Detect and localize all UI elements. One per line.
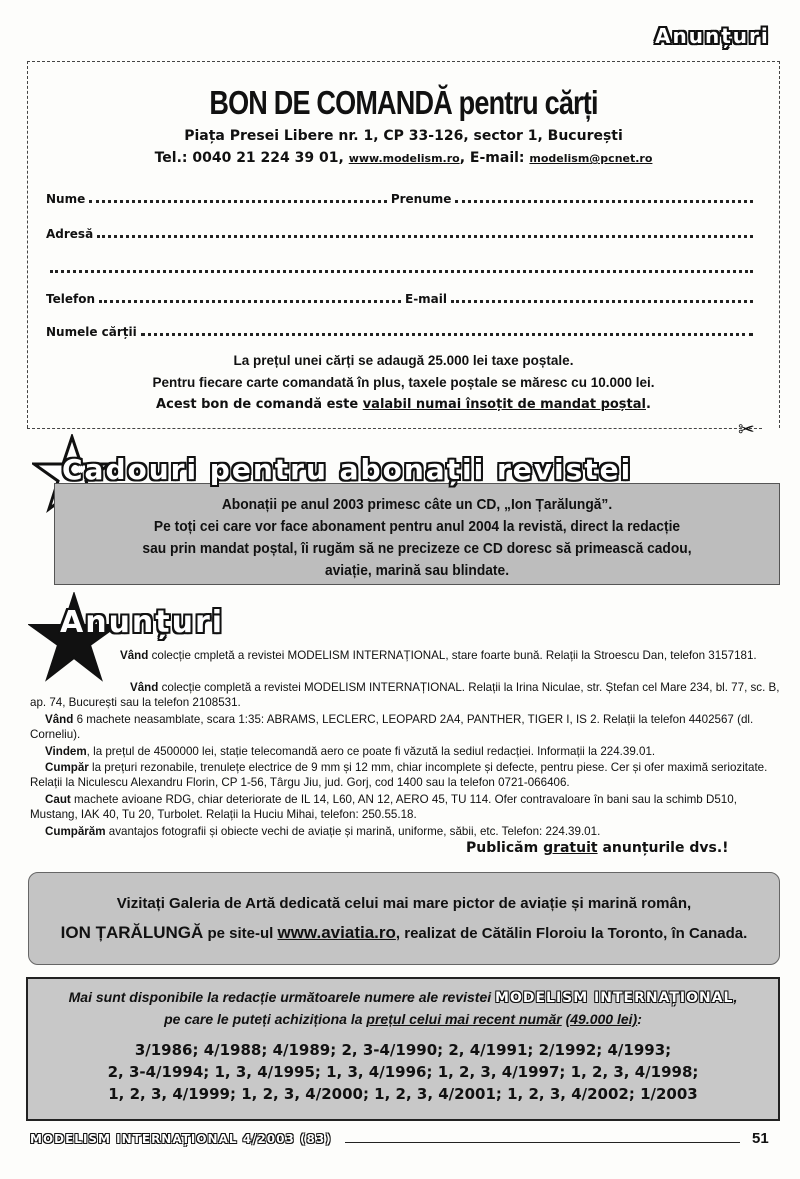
telefon-label: Telefon xyxy=(46,292,95,306)
ad-item: Vând colecție cmpletă a revistei MODELISM INTERNAȚIONAL, stare foarte bună. Relații la Stroescu Dan, telefon 3157181. xyxy=(120,649,757,662)
phone-row xyxy=(46,288,757,306)
ad-item: Caut machete avioane RDG, chiar deteriorate de IL 14, L60, AN 12, AERO 45, TU 114. Ofer contravaloare în bani sau la schimb D510, Mustang, IAK 40, Tu 20, Turbolet. Relații la Huciu Mihai, telefon: 250.55.18. xyxy=(30,793,737,821)
order-note-3 xyxy=(28,397,779,412)
email-field-label: E-mail xyxy=(405,292,448,306)
back-issues-box xyxy=(26,977,780,1121)
gift-box xyxy=(54,483,780,585)
order-note-1: La prețul unei cărți se adaugă 25.000 lei taxe poștale. xyxy=(233,353,574,368)
book-name-field[interactable] xyxy=(141,333,753,336)
page-number: 51 xyxy=(752,1130,769,1147)
footer-rule xyxy=(345,1142,740,1143)
name-row xyxy=(46,188,757,206)
gallery-site-link[interactable]: www.aviatia.ro xyxy=(277,923,396,942)
footer-magazine: MODELISM INTERNAȚIONAL 4/2003 (83) xyxy=(30,1132,332,1146)
prenume-label: Prenume xyxy=(390,192,452,206)
issues-line-1: Mai sunt disponibile la redacție următoarele numere ale revistei MODELISM INTERNAȚIONAL, xyxy=(68,989,738,1006)
nume-label: Nume xyxy=(46,192,86,206)
book-name-label: Numele cărții xyxy=(46,325,137,339)
gift-line-2: Pe toți cei care vor face abonament pentru anul 2004 la revistă, direct la redacție xyxy=(153,518,681,535)
ads-title: Anunțuri xyxy=(60,605,225,640)
cut-line xyxy=(27,428,762,429)
nume-field[interactable] xyxy=(89,200,387,203)
order-title: BON DE COMANDĂ pentru cărți xyxy=(209,84,598,121)
book-row xyxy=(46,321,757,339)
gallery-line-1: Vizitați Galeria de Artă dedicată celui mai mare pictor de aviație și marină român, xyxy=(116,895,692,912)
email-label: , E-mail: xyxy=(459,150,525,166)
gift-title: Cadouri pentru abonații revistei xyxy=(62,453,633,486)
email-link[interactable]: modelism@pcnet.ro xyxy=(529,152,653,165)
free-ads-line: Publicăm gratuit anunțurile dvs.! xyxy=(466,840,729,856)
address-row-2 xyxy=(46,258,757,276)
issues-numbers-1: 3/1986; 4/1988; 4/1989; 2, 3-4/1990; 2, 4/1991; 2/1992; 4/1993; xyxy=(134,1041,672,1059)
ad-item: Vând 6 machete neasamblate, scara 1:35: ABRAMS, LECLERC, LEOPARD 2A4, PANTHER, TIGER I, IS 2. Relații la telefon 4402567 (dl. Corneliu). xyxy=(30,713,754,741)
order-phone: Tel.: 0040 21 224 39 01, xyxy=(154,150,344,166)
order-note-2: Pentru fiecare carte comandată în plus, taxele poștale se măresc cu 10.000 lei. xyxy=(152,375,655,390)
ad-item: Vindem, la prețul de 4500000 lei, stație telecomandă aero ce poate fi văzută la sediul redacției. Informații la 224.39.01. xyxy=(45,745,656,758)
issues-numbers-2: 2, 3-4/1994; 1, 3, 4/1995; 1, 3, 4/1996; 1, 2, 3, 4/1997; 1, 2, 3, 4/1998; xyxy=(107,1063,699,1081)
adresa-field-2[interactable] xyxy=(50,270,753,273)
ad-item: Cumpărăm avantajos fotografii și obiecte vechi de aviație și marină, uniforme, săbii, etc. Telefon: 224.39.01. xyxy=(45,825,601,838)
address-row xyxy=(46,223,757,241)
adresa-label: Adresă xyxy=(46,227,94,241)
ad-item: Vând colecție completă a revistei MODELISM INTERNAȚIONAL. Relații la Irina Niculae, str. Ștefan cel Mare 234, bl. 77, sc. B, ap. 74, București sau la telefon 2108531. xyxy=(30,681,780,709)
telefon-field[interactable] xyxy=(99,300,401,303)
scissors-icon: ✂ xyxy=(738,419,755,441)
note3-underlined: valabil numai însoțit de mandat poștal xyxy=(362,397,646,412)
note3-suffix: . xyxy=(645,397,651,412)
gift-line-4: aviație, marină sau blindate. xyxy=(324,562,510,579)
order-contacts xyxy=(28,150,779,166)
prenume-field[interactable] xyxy=(455,200,753,203)
issues-numbers-3: 1, 2, 3, 4/1999; 1, 2, 3, 4/2000; 1, 2, 3, 4/2001; 1, 2, 3, 4/2002; 1/2003 xyxy=(108,1085,698,1103)
gift-line-3: sau prin mandat poștal, îi rugăm să ne precizeze ce CD doresc să primească cadou, xyxy=(142,540,692,557)
magazine-name: MODELISM INTERNAȚIONAL xyxy=(495,990,734,1006)
gift-line-1: Abonații pe anul 2003 primesc câte un CD, „Ion Țarălungă”. xyxy=(221,496,613,513)
email-field[interactable] xyxy=(451,300,753,303)
order-form xyxy=(27,61,780,428)
order-address: Piața Presei Libere nr. 1, CP 33-126, sector 1, București xyxy=(184,128,623,144)
adresa-field[interactable] xyxy=(97,235,753,238)
painter-name: ION ȚARĂLUNGĂ xyxy=(60,923,204,942)
ad-item: Cumpăr la prețuri rezonabile, trenulețe electrice de 9 mm și 12 mm, chiar incomplete și defecte, pentru piese. Cer și ofer maximă seriozitate. Relații la Niculescu Alexandru Florin, CP 1-56, Târgu Jiu, jud. Gorj, cod 1400 sau la telefon 0721-066406. xyxy=(30,761,768,789)
gallery-box xyxy=(28,872,780,965)
section-header: Anunțuri xyxy=(655,24,770,48)
gallery-line-2: ION ȚARĂLUNGĂ pe site-ul www.aviatia.ro, realizat de Cătălin Floroiu la Toronto, în Canada. xyxy=(60,923,748,942)
issues-line-2: pe care le puteți achiziționa la prețul celui mai recent număr (49.000 lei): xyxy=(164,1011,642,1027)
website-link[interactable]: www.modelism.ro xyxy=(348,152,460,165)
note3-prefix: Acest bon de comandă este xyxy=(156,397,363,412)
